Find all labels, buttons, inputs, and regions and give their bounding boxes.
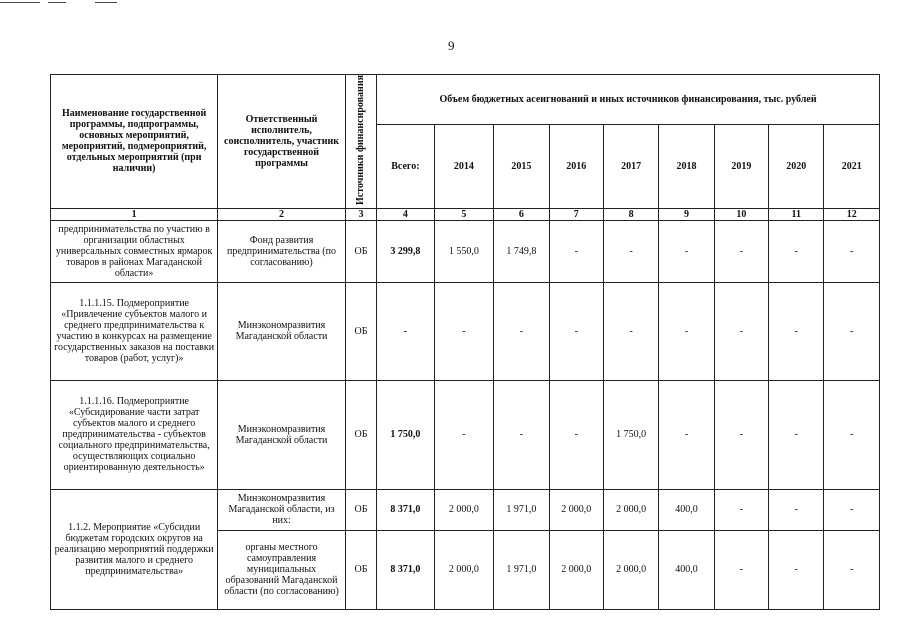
row-source: ОБ (345, 489, 376, 530)
row-total: 3 299,8 (377, 220, 434, 282)
row-value: - (824, 380, 880, 489)
row-value: - (603, 220, 658, 282)
row-source: ОБ (345, 530, 376, 609)
row-value: - (714, 530, 768, 609)
row-value: - (769, 380, 824, 489)
column-number: 9 (659, 208, 714, 220)
row-value: - (434, 282, 494, 380)
column-number: 12 (824, 208, 880, 220)
row-value: - (659, 282, 714, 380)
row-executor: Минэкономразвития Магаданской области (218, 282, 346, 380)
row-value: 2 000,0 (549, 530, 603, 609)
header-year: Всего: (377, 125, 434, 209)
row-value: 2 000,0 (434, 530, 494, 609)
row-value: - (769, 530, 824, 609)
header-source-col (345, 75, 376, 209)
row-name: предпринимательства по участию в организации областных универсальных совместных ярмарок товаров в районах Магаданской области» (51, 220, 218, 282)
row-value: - (824, 220, 880, 282)
column-number: 3 (345, 208, 376, 220)
row-value: - (659, 380, 714, 489)
header-year: 2018 (659, 125, 714, 209)
header-year: 2020 (769, 125, 824, 209)
column-number: 10 (714, 208, 768, 220)
table-row (51, 220, 880, 282)
page-number: 9 (448, 38, 455, 53)
header-year: 2014 (434, 125, 494, 209)
row-value: - (549, 380, 603, 489)
row-value: 2 000,0 (549, 489, 603, 530)
row-value: - (434, 380, 494, 489)
row-value: - (494, 380, 549, 489)
row-value: - (549, 282, 603, 380)
row-value: 1 971,0 (494, 489, 549, 530)
row-value: - (659, 220, 714, 282)
scan-artifact-marks (0, 0, 200, 6)
row-value: - (714, 220, 768, 282)
row-value: - (603, 282, 658, 380)
header-name-col: Наименование государственной программы, подпрограммы, основных мероприятий, мероприятий, подмероприятий, отдельных мероприятий (при наличии) (51, 75, 218, 209)
table-row (51, 380, 880, 489)
row-executor: Минэкономразвития Магаданской области (218, 380, 346, 489)
row-source: ОБ (345, 282, 376, 380)
row-value: 400,0 (659, 489, 714, 530)
column-number: 7 (549, 208, 603, 220)
header-row-1 (51, 75, 880, 125)
column-number: 5 (434, 208, 494, 220)
row-name: 1.1.1.15. Подмероприятие «Привлечение субъектов малого и среднего предпринимательства к участию в конкурсах на размещение государственных заказов на поставки товаров (работ, услуг)» (51, 282, 218, 380)
row-value: 2 000,0 (603, 489, 658, 530)
header-year: 2015 (494, 125, 549, 209)
column-number: 6 (494, 208, 549, 220)
header-year: 2019 (714, 125, 768, 209)
row-value: 1 749,8 (494, 220, 549, 282)
column-number: 11 (769, 208, 824, 220)
table-row (51, 282, 880, 380)
table-row (51, 489, 880, 530)
header-year: 2017 (603, 125, 658, 209)
row-total: 1 750,0 (377, 380, 434, 489)
row-value: - (549, 220, 603, 282)
row-value: - (769, 282, 824, 380)
column-numbers-row (51, 208, 880, 220)
row-value: - (824, 489, 880, 530)
row-value: 1 750,0 (603, 380, 658, 489)
row-value: - (714, 282, 768, 380)
row-executor: Минэкономразвития Магаданской области, из них: (218, 489, 346, 530)
row-value: - (714, 380, 768, 489)
header-source-label: Источники финансирования (355, 75, 367, 205)
header-volume-col: Объем бюджетных асеигнований и иных источников финансирования, тыс. рублей (377, 75, 880, 125)
row-source: ОБ (345, 380, 376, 489)
row-executor: Фонд развития предпринимательства (по согласованию) (218, 220, 346, 282)
row-value: - (824, 282, 880, 380)
row-total: 8 371,0 (377, 530, 434, 609)
row-total: - (377, 282, 434, 380)
row-value: 1 971,0 (494, 530, 549, 609)
header-executor-col: Ответственный исполнитель, соисполнитель, участник государственной программы (218, 75, 346, 209)
column-number: 4 (377, 208, 434, 220)
header-year: 2016 (549, 125, 603, 209)
row-value: 1 550,0 (434, 220, 494, 282)
row-total: 8 371,0 (377, 489, 434, 530)
row-name: 1.1.1.16. Подмероприятие «Субсидирование части затрат субъектов малого и среднего предпринимательства - субъектов социального предпринимательства, осуществляющих социально ориентированную деятельность» (51, 380, 218, 489)
row-value: - (824, 530, 880, 609)
budget-table (50, 74, 880, 610)
merged-row-name: 1.1.2. Мероприятие «Субсидии бюджетам городских округов на реализацию мероприятий поддержки развития малого и среднего предпринимательства» (51, 489, 218, 609)
header-year: 2021 (824, 125, 880, 209)
row-source: ОБ (345, 220, 376, 282)
row-value: - (769, 489, 824, 530)
row-executor: органы местного самоуправления муниципальных образований Магаданской области (по согласованию) (218, 530, 346, 609)
row-value: 2 000,0 (434, 489, 494, 530)
column-number: 8 (603, 208, 658, 220)
row-value: - (714, 489, 768, 530)
row-value: - (769, 220, 824, 282)
column-number: 2 (218, 208, 346, 220)
row-value: - (494, 282, 549, 380)
row-value: 400,0 (659, 530, 714, 609)
row-value: 2 000,0 (603, 530, 658, 609)
column-number: 1 (51, 208, 218, 220)
